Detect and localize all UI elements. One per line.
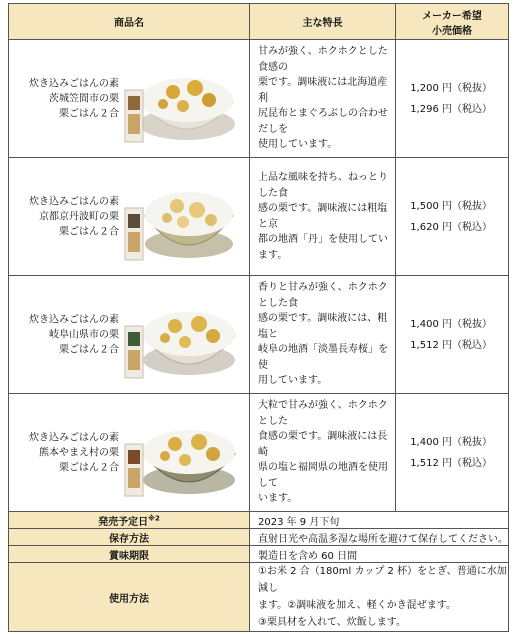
price-excl-tax: 1,200 円（税抜） <box>410 82 492 94</box>
feature-line: 上品な風味を持ち、ねっとりした食 <box>258 172 388 199</box>
product-features <box>250 394 396 512</box>
feature-line: 大粒で甘みが強く、ホクホクとした <box>258 400 388 427</box>
product-price <box>396 40 509 158</box>
usage-value <box>250 563 509 632</box>
price-incl-tax: 1,620 円（税込） <box>410 221 492 233</box>
header-product-name: 商品名 <box>9 4 250 40</box>
product-cell <box>9 40 250 158</box>
product-cell <box>9 276 250 394</box>
header-price-line1: メーカー希望 <box>422 10 482 22</box>
product-photo <box>121 406 241 500</box>
release-note: ※2 <box>148 514 160 523</box>
feature-line: 栗です。調味液には北海道産利 <box>258 77 388 104</box>
header-features: 主な特長 <box>250 4 396 40</box>
product-features <box>250 276 396 394</box>
storage-row <box>9 529 509 546</box>
product-cell <box>9 394 250 512</box>
product-row <box>9 276 509 394</box>
product-name <box>19 312 119 357</box>
product-row <box>9 394 509 512</box>
usage-line: ます。②調味液を加え、軽くかき混ぜます。 <box>258 600 456 611</box>
product-name-line: 栗ごはん２合 <box>59 344 119 355</box>
feature-line: 岐阜の地酒「淡墨長寿桜」を使 <box>258 344 388 371</box>
product-name-line: 熊本やまえ村の栗 <box>39 447 119 458</box>
product-name-line: 茨城笠間市の栗 <box>49 93 119 104</box>
price-excl-tax: 1,400 円（税抜） <box>410 318 492 330</box>
product-cell <box>9 158 250 276</box>
product-name-line: 炊き込みごはんの素 <box>29 196 119 207</box>
product-name <box>19 76 119 121</box>
product-name-line: 岐阜山県市の栗 <box>49 329 119 340</box>
product-features <box>250 158 396 276</box>
price-incl-tax: 1,512 円（税込） <box>410 339 492 351</box>
product-features <box>250 40 396 158</box>
expiry-value: 製造日を含め 60 日間 <box>250 546 509 563</box>
product-price <box>396 158 509 276</box>
feature-line: 感の栗です。調味液には粗塩と京 <box>258 203 388 230</box>
product-name-line: 炊き込みごはんの素 <box>29 78 119 89</box>
storage-label: 保存方法 <box>9 529 250 546</box>
product-table <box>8 3 509 632</box>
release-value: 2023 年 9 月下旬 <box>250 512 509 529</box>
product-name <box>19 430 119 475</box>
price-excl-tax: 1,400 円（税抜） <box>410 436 492 448</box>
product-name-line: 炊き込みごはんの素 <box>29 432 119 443</box>
product-photo <box>121 52 241 146</box>
feature-line: います。 <box>258 493 298 505</box>
usage-row <box>9 563 509 632</box>
price-excl-tax: 1,500 円（税抜） <box>410 200 492 212</box>
price-incl-tax: 1,512 円（税込） <box>410 457 492 469</box>
product-name-line: 京都京丹波町の栗 <box>39 211 119 222</box>
feature-line: 香りと甘みが強く、ホクホクとした食 <box>258 282 388 309</box>
header-row <box>9 4 509 40</box>
product-name-line: 炊き込みごはんの素 <box>29 314 119 325</box>
storage-value: 直射日光や高温多湿な場所を避けて保存してください。 <box>250 529 509 546</box>
product-row <box>9 158 509 276</box>
header-price <box>396 4 509 40</box>
feature-line: 甘みが強く、ホクホクとした食感の <box>258 46 388 73</box>
header-price-line2: 小売価格 <box>432 25 472 37</box>
expiry-row <box>9 546 509 563</box>
product-photo <box>121 170 241 264</box>
product-price <box>396 276 509 394</box>
product-name <box>19 194 119 239</box>
usage-line: ③栗具材を入れて、炊飯します。 <box>258 617 406 628</box>
release-label-cell <box>9 512 250 529</box>
feature-line: 用しています。 <box>258 375 328 387</box>
feature-line: 尻昆布とまぐろぶしの合わせだしを <box>258 108 388 135</box>
product-name-line: 栗ごはん２合 <box>59 462 119 473</box>
expiry-label: 賞味期限 <box>9 546 250 563</box>
product-name-line: 栗ごはん２合 <box>59 226 119 237</box>
feature-line: 県の塩と福岡県の地酒を使用して <box>258 462 388 489</box>
feature-line: 食感の栗です。調味液には長崎 <box>258 431 388 458</box>
feature-line: 感の栗です。調味液には、粗塩と <box>258 313 388 340</box>
price-incl-tax: 1,296 円（税込） <box>410 103 492 115</box>
feature-line: 使用しています。 <box>258 139 338 151</box>
product-table-container <box>8 3 508 632</box>
release-row <box>9 512 509 529</box>
feature-line: 都の地酒「丹」を使用しています。 <box>258 234 388 261</box>
product-photo <box>121 288 241 382</box>
product-row <box>9 40 509 158</box>
release-label: 発売予定日 <box>98 516 149 528</box>
usage-label: 使用方法 <box>9 563 250 632</box>
product-name-line: 栗ごはん２合 <box>59 108 119 119</box>
usage-line: ①お米 2 合（180ml カップ 2 杯）をとぎ、普通に水加減し <box>258 566 507 594</box>
product-price <box>396 394 509 512</box>
